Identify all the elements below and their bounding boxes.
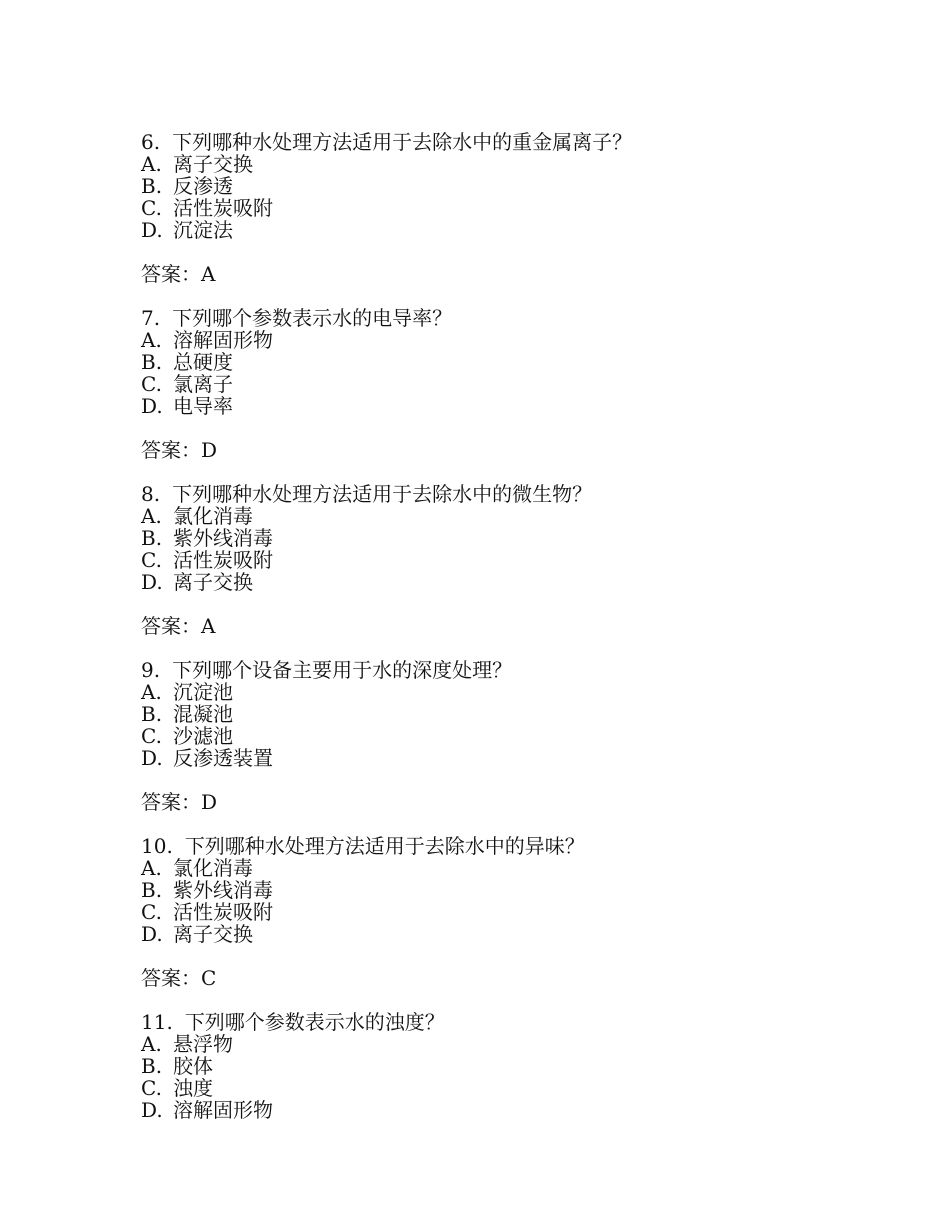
option-letter: A. — [141, 504, 162, 528]
option-d — [141, 219, 901, 241]
option-text: 混凝池 — [173, 702, 233, 726]
question-text: 下列哪个参数表示水的浊度？ — [184, 1010, 445, 1034]
option-text: 沉淀池 — [173, 680, 233, 704]
option-text: 悬浮物 — [173, 1032, 233, 1056]
option-letter: B. — [141, 1054, 163, 1078]
option-letter: A. — [141, 328, 162, 352]
option-a — [141, 1033, 901, 1055]
question-stem — [141, 307, 901, 329]
option-a — [141, 505, 901, 527]
answer-value: D — [201, 790, 218, 814]
option-letter: A. — [141, 152, 162, 176]
option-text: 反渗透 — [173, 174, 233, 198]
option-letter: D. — [141, 746, 163, 770]
document-page — [141, 131, 901, 1143]
option-letter: B. — [141, 878, 163, 902]
option-d — [141, 1099, 901, 1121]
option-letter: C. — [141, 196, 162, 220]
option-d — [141, 571, 901, 593]
option-text: 离子交换 — [173, 570, 253, 594]
option-text: 紫外线消毒 — [173, 526, 273, 550]
question-stem — [141, 483, 901, 505]
question-number: 8. — [141, 482, 161, 506]
option-text: 活性炭吸附 — [173, 548, 273, 572]
question-9 — [141, 659, 901, 813]
option-text: 沉淀法 — [173, 218, 233, 242]
option-text: 溶解固形物 — [173, 328, 273, 352]
option-letter: B. — [141, 526, 163, 550]
option-letter: C. — [141, 900, 162, 924]
question-11 — [141, 1011, 901, 1121]
question-10 — [141, 835, 901, 989]
answer-label: 答案： — [141, 790, 201, 814]
option-letter: A. — [141, 1032, 162, 1056]
question-stem — [141, 659, 901, 681]
question-number: 10. — [141, 834, 173, 858]
question-text: 下列哪种水处理方法适用于去除水中的微生物？ — [172, 482, 593, 506]
option-text: 氯化消毒 — [173, 856, 253, 880]
option-text: 总硬度 — [173, 350, 233, 374]
answer-line — [141, 615, 901, 637]
question-stem — [141, 1011, 901, 1033]
question-7 — [141, 307, 901, 461]
option-letter: B. — [141, 174, 163, 198]
option-letter: A. — [141, 856, 162, 880]
option-b — [141, 879, 901, 901]
option-b — [141, 527, 901, 549]
option-b — [141, 351, 901, 373]
question-stem — [141, 835, 901, 857]
option-text: 电导率 — [173, 394, 233, 418]
option-text: 离子交换 — [173, 152, 253, 176]
option-text: 活性炭吸附 — [173, 196, 273, 220]
option-text: 紫外线消毒 — [173, 878, 273, 902]
option-text: 氯化消毒 — [173, 504, 253, 528]
answer-line — [141, 967, 901, 989]
question-6 — [141, 131, 901, 285]
question-text: 下列哪种水处理方法适用于去除水中的异味？ — [184, 834, 585, 858]
option-c — [141, 901, 901, 923]
option-letter: B. — [141, 350, 163, 374]
option-c — [141, 549, 901, 571]
question-number: 7. — [141, 306, 161, 330]
question-text: 下列哪个设备主要用于水的深度处理？ — [172, 658, 513, 682]
option-text: 离子交换 — [173, 922, 253, 946]
answer-value: A — [201, 262, 216, 286]
option-letter: C. — [141, 548, 162, 572]
option-a — [141, 329, 901, 351]
option-b — [141, 1055, 901, 1077]
question-text: 下列哪个参数表示水的电导率？ — [172, 306, 453, 330]
option-d — [141, 747, 901, 769]
option-d — [141, 923, 901, 945]
option-a — [141, 153, 901, 175]
option-a — [141, 681, 901, 703]
option-letter: C. — [141, 724, 162, 748]
answer-label: 答案： — [141, 262, 201, 286]
option-text: 沙滤池 — [173, 724, 233, 748]
option-c — [141, 1077, 901, 1099]
option-b — [141, 175, 901, 197]
option-text: 溶解固形物 — [173, 1098, 273, 1122]
answer-line — [141, 263, 901, 285]
option-letter: D. — [141, 1098, 163, 1122]
option-letter: D. — [141, 394, 163, 418]
option-c — [141, 725, 901, 747]
question-number: 6. — [141, 130, 161, 154]
question-stem — [141, 131, 901, 153]
answer-label: 答案： — [141, 614, 201, 638]
answer-value: A — [201, 614, 216, 638]
question-8 — [141, 483, 901, 637]
option-letter: A. — [141, 680, 162, 704]
option-b — [141, 703, 901, 725]
option-c — [141, 373, 901, 395]
option-a — [141, 857, 901, 879]
answer-value: C — [201, 966, 217, 990]
option-letter: C. — [141, 1076, 162, 1100]
option-text: 反渗透装置 — [173, 746, 273, 770]
answer-label: 答案： — [141, 438, 201, 462]
option-text: 胶体 — [173, 1054, 213, 1078]
option-letter: C. — [141, 372, 162, 396]
option-letter: D. — [141, 922, 163, 946]
answer-value: D — [201, 438, 218, 462]
option-text: 浊度 — [173, 1076, 213, 1100]
option-text: 氯离子 — [173, 372, 233, 396]
question-number: 11. — [141, 1010, 173, 1034]
answer-line — [141, 791, 901, 813]
option-text: 活性炭吸附 — [173, 900, 273, 924]
option-d — [141, 395, 901, 417]
option-letter: D. — [141, 218, 163, 242]
answer-label: 答案： — [141, 966, 201, 990]
question-number: 9. — [141, 658, 161, 682]
answer-line — [141, 439, 901, 461]
option-letter: D. — [141, 570, 163, 594]
option-letter: B. — [141, 702, 163, 726]
question-text: 下列哪种水处理方法适用于去除水中的重金属离子？ — [172, 130, 633, 154]
option-c — [141, 197, 901, 219]
